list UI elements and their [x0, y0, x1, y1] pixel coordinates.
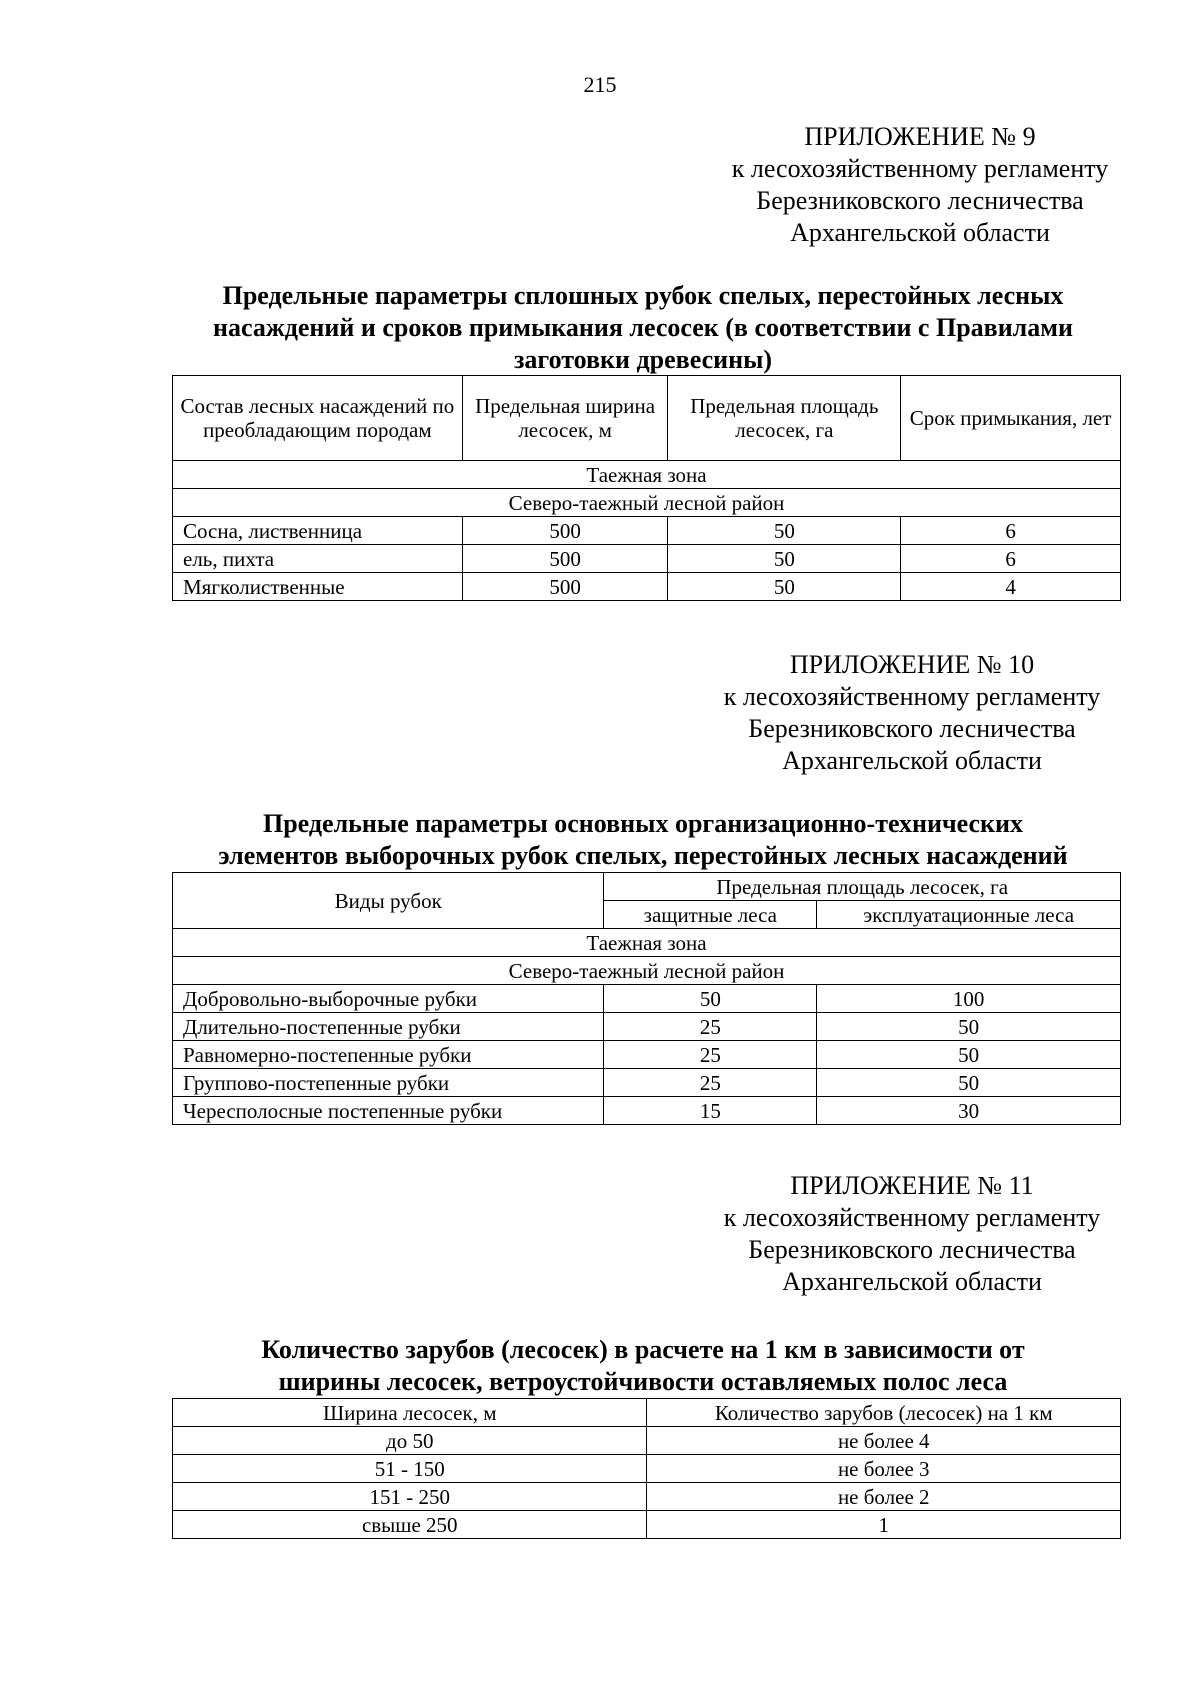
table-9-district: Северо-таежный лесной район [173, 489, 1121, 517]
table-cell: 6 [901, 545, 1121, 573]
appendix-11-line3: Березниковского лесничества [748, 1235, 1076, 1264]
table-9-district-row [173, 489, 1121, 517]
table-cell: 50 [604, 985, 817, 1013]
table-9-zone-row [173, 461, 1121, 489]
table-cell: Равномерно-постепенные рубки [173, 1041, 604, 1069]
table-10-title-line2: элементов выборочных рубок спелых, перестойных лесных насаждений [218, 841, 1068, 870]
table-9-title-line1: Предельные параметры сплошных рубок спелых, перестойных лесных [222, 281, 1064, 310]
table-cell: 50 [817, 1069, 1121, 1097]
table-10-header-kind: Виды рубок [173, 873, 604, 929]
table-9-title-line2: насаждений и сроков примыкания лесосек (в соответствии с Правилами [213, 313, 1073, 342]
table-cell: 50 [817, 1013, 1121, 1041]
table-row [173, 1097, 1121, 1125]
table-cell: до 50 [173, 1427, 647, 1455]
table-9-header-species: Состав лесных насаждений по преобладающим породам [173, 376, 463, 461]
appendix-10-number: ПРИЛОЖЕНИЕ № 10 [789, 650, 1035, 679]
table-11-header-width: Ширина лесосек, м [173, 1399, 647, 1427]
table-cell: 500 [462, 517, 668, 545]
table-10-header-exploitation: эксплуатационные леса [817, 901, 1121, 929]
table-cell: 30 [817, 1097, 1121, 1125]
table-row [173, 1069, 1121, 1097]
table-11-header-count: Количество зарубов (лесосек) на 1 км [647, 1399, 1121, 1427]
table-cell: Мягколиственные [173, 573, 463, 601]
table-9-title-line3: заготовки древесины) [513, 345, 773, 374]
table-cell: 15 [604, 1097, 817, 1125]
table-10-district-row [173, 957, 1121, 985]
table-row [173, 1455, 1121, 1483]
table-cell: 500 [462, 545, 668, 573]
table-9-title [168, 280, 1118, 376]
table-10-zone-row [173, 929, 1121, 957]
page-number: 215 [583, 72, 617, 97]
clear-cut-parameters-table [172, 375, 1121, 601]
table-cell: 25 [604, 1013, 817, 1041]
table-10-header-protective: защитные леса [604, 901, 817, 929]
appendix-10-heading [632, 649, 1192, 777]
table-9-header-row [173, 376, 1121, 461]
appendix-10-line2: к лесохозяйственному регламенту [723, 682, 1101, 711]
table-9-header-area: Предельная площадь лесосек, га [668, 376, 901, 461]
table-row [173, 1013, 1121, 1041]
table-row [173, 985, 1121, 1013]
appendix-10-line3: Березниковского лесничества [748, 714, 1076, 743]
table-row [173, 1427, 1121, 1455]
table-cell: свыше 250 [173, 1511, 647, 1539]
table-10-district: Северо-таежный лесной район [173, 957, 1121, 985]
appendix-11-line2: к лесохозяйственному регламенту [723, 1203, 1101, 1232]
table-10-title-line1: Предельные параметры основных организационно-технических [263, 809, 1023, 838]
table-cell: Сосна, лиственница [173, 517, 463, 545]
table-cell: 50 [668, 545, 901, 573]
table-cell: 50 [668, 517, 901, 545]
cuts-per-km-table [172, 1398, 1121, 1539]
appendix-11-heading [632, 1170, 1192, 1298]
table-10-header-area: Предельная площадь лесосек, га [604, 873, 1121, 901]
table-cell: Длительно-постепенные рубки [173, 1013, 604, 1041]
appendix-9-number: ПРИЛОЖЕНИЕ № 9 [804, 122, 1036, 151]
table-cell: 25 [604, 1041, 817, 1069]
table-row [173, 517, 1121, 545]
table-cell: 51 - 150 [173, 1455, 647, 1483]
table-cell: 500 [462, 573, 668, 601]
table-cell: Чересполосные постепенные рубки [173, 1097, 604, 1125]
table-10-title [168, 808, 1118, 872]
table-10-header-row [173, 873, 1121, 901]
table-11-title-line2: ширины лесосек, ветроустойчивости оставляемых полос леса [278, 1367, 1008, 1396]
selective-cut-parameters-table [172, 872, 1121, 1125]
table-cell: 1 [647, 1511, 1121, 1539]
table-cell: 100 [817, 985, 1121, 1013]
appendix-9-line2: к лесохозяйственному регламенту [731, 154, 1109, 183]
table-row [173, 1041, 1121, 1069]
table-row [173, 545, 1121, 573]
table-cell: 50 [668, 573, 901, 601]
table-cell: не более 2 [647, 1483, 1121, 1511]
table-cell: 6 [901, 517, 1121, 545]
table-cell: 25 [604, 1069, 817, 1097]
table-9-header-term: Срок примыкания, лет [901, 376, 1121, 461]
table-row [173, 1511, 1121, 1539]
table-10-zone: Таежная зона [173, 929, 1121, 957]
table-row [173, 573, 1121, 601]
table-9-zone: Таежная зона [173, 461, 1121, 489]
table-cell: не более 4 [647, 1427, 1121, 1455]
table-row [173, 1483, 1121, 1511]
table-11-header-row [173, 1399, 1121, 1427]
table-9-header-width: Предельная ширина лесосек, м [462, 376, 668, 461]
table-cell: Добровольно-выборочные рубки [173, 985, 604, 1013]
table-11-title [168, 1334, 1118, 1398]
table-cell: 50 [817, 1041, 1121, 1069]
table-11-title-line1: Количество зарубов (лесосек) в расчете на 1 км в зависимости от [261, 1335, 1025, 1364]
appendix-10-line4: Архангельской области [782, 746, 1042, 775]
appendix-11-number: ПРИЛОЖЕНИЕ № 11 [790, 1171, 1034, 1200]
appendix-9-line3: Березниковского лесничества [756, 186, 1084, 215]
table-cell: не более 3 [647, 1455, 1121, 1483]
appendix-11-line4: Архангельской области [782, 1267, 1042, 1296]
table-cell: 151 - 250 [173, 1483, 647, 1511]
table-cell: ель, пихта [173, 545, 463, 573]
table-cell: 4 [901, 573, 1121, 601]
table-cell: Группово-постепенные рубки [173, 1069, 604, 1097]
appendix-9-heading [640, 121, 1200, 249]
appendix-9-line4: Архангельской области [790, 218, 1050, 247]
